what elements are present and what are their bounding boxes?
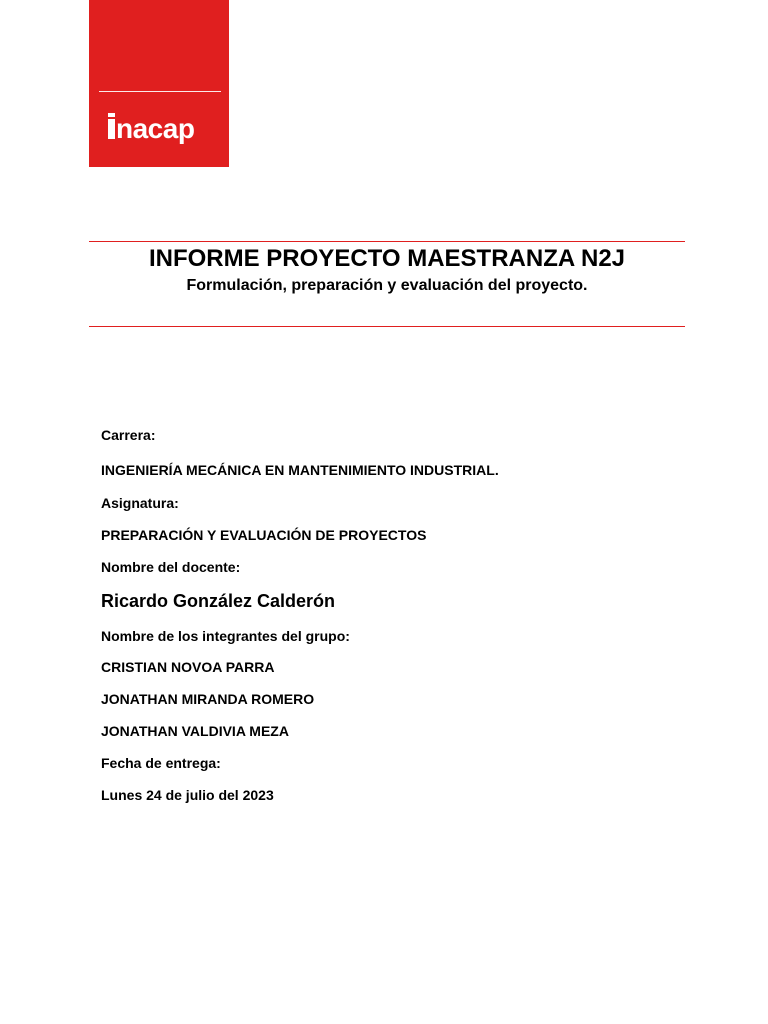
integrante-item: JONATHAN VALDIVIA MEZA xyxy=(101,723,289,739)
asignatura-value: PREPARACIÓN Y EVALUACIÓN DE PROYECTOS xyxy=(101,527,427,543)
carrera-label: Carrera: xyxy=(101,427,156,443)
integrantes-label: Nombre de los integrantes del grupo: xyxy=(101,628,350,644)
fecha-label: Fecha de entrega: xyxy=(101,755,221,771)
docente-value: Ricardo González Calderón xyxy=(101,591,336,611)
logo-divider xyxy=(99,91,221,92)
document-title: INFORME PROYECTO MAESTRANZA N2J xyxy=(148,245,626,272)
integrante-item: JONATHAN MIRANDA ROMERO xyxy=(101,691,315,707)
document-subtitle: Formulación, preparación y evaluación del proyecto. xyxy=(186,277,588,294)
integrante-item: CRISTIAN NOVOA PARRA xyxy=(101,659,275,675)
docente-label: Nombre del docente: xyxy=(101,559,241,575)
fecha-value: Lunes 24 de julio del 2023 xyxy=(101,787,274,803)
title-top-rule xyxy=(89,241,685,242)
inacap-logo xyxy=(89,0,229,167)
logo-wordmark-text: nacap xyxy=(116,113,195,144)
asignatura-label: Asignatura: xyxy=(101,495,179,511)
carrera-value: INGENIERÍA MECÁNICA EN MANTENIMIENTO INDUSTRIAL. xyxy=(101,462,499,478)
logo-i-mark xyxy=(108,119,115,139)
title-bottom-rule xyxy=(89,326,685,327)
logo-wordmark xyxy=(108,109,194,149)
